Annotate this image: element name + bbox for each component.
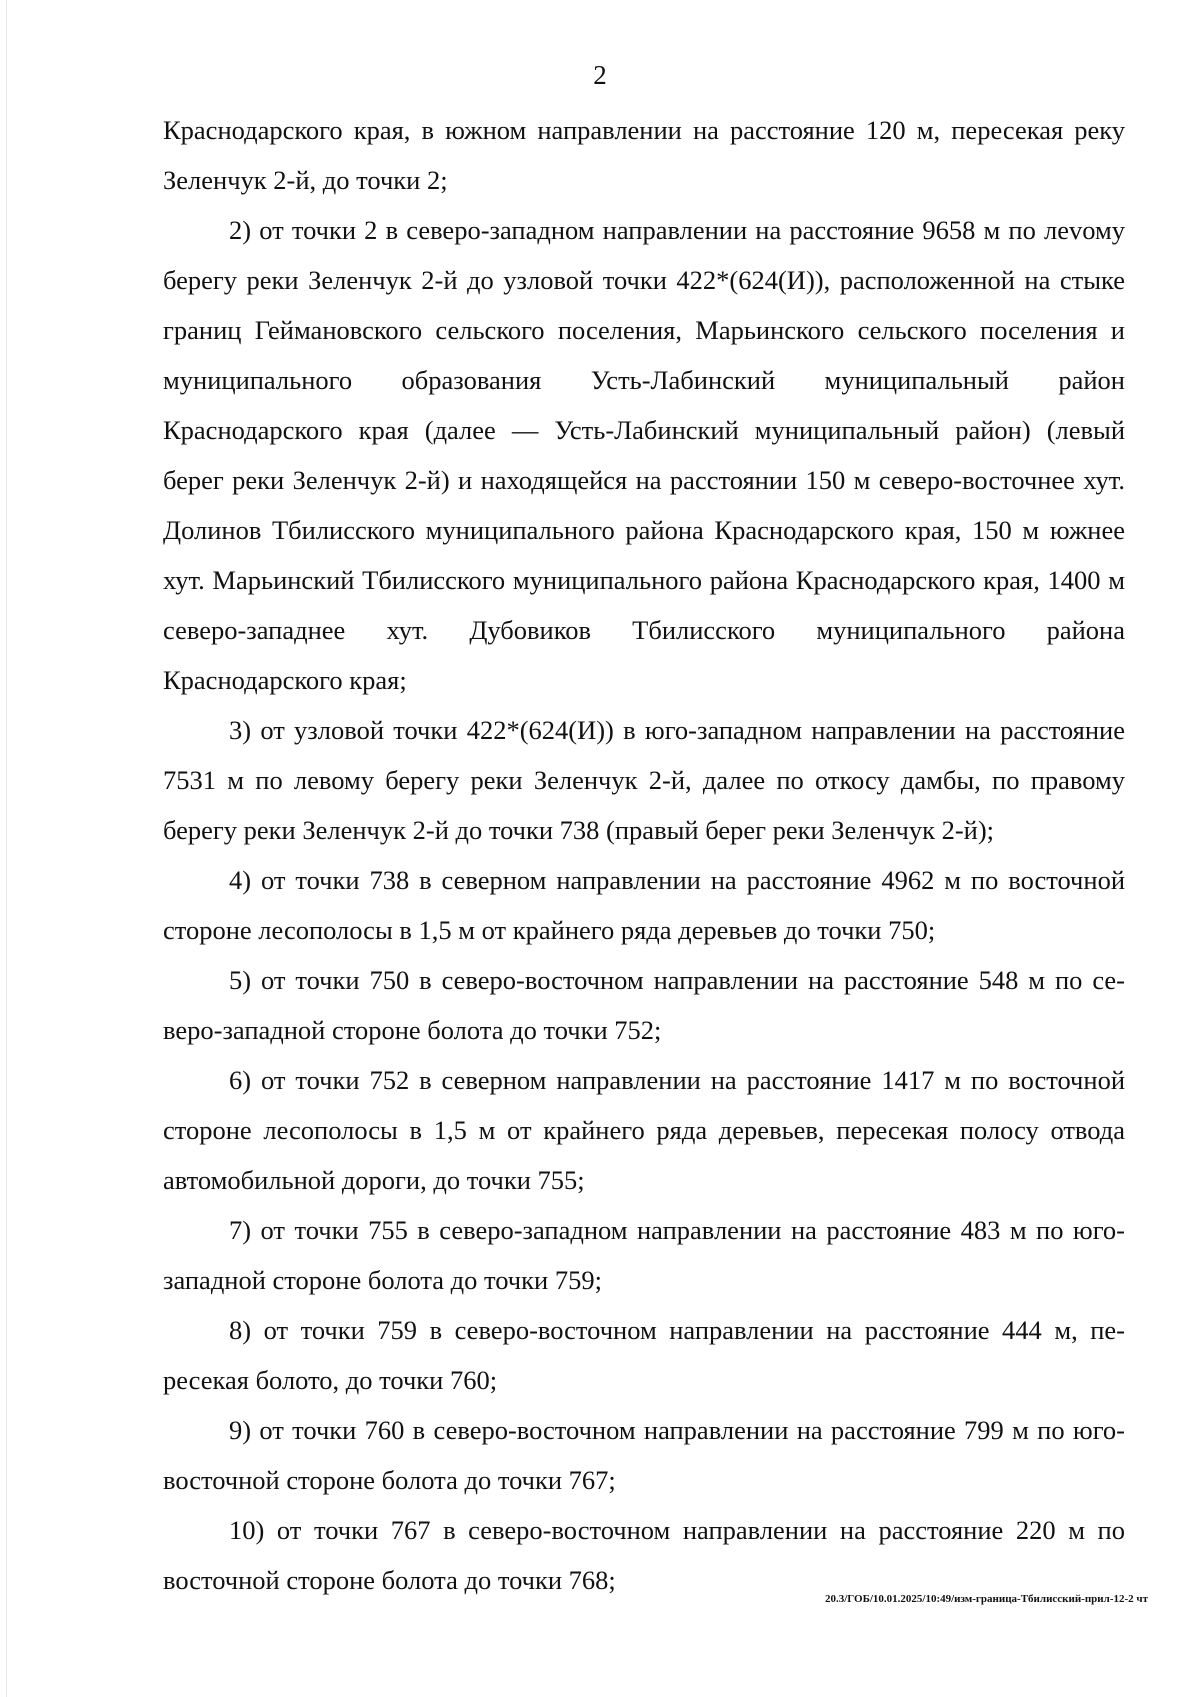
document-body <box>163 105 1125 1605</box>
page-number: 2 <box>593 60 607 90</box>
paragraph-item-10: 10) от точки 767 в северо-восточном направлении на расстояние 220 м по восточной стороне болота до точки 768; <box>163 1515 1125 1595</box>
paragraph-item-7: 7) от точки 755 в северо-западном направлении на расстояние 483 м по юго-западной стороне болота до точки 759; <box>163 1215 1125 1295</box>
paragraph-item-8: 8) от точки 759 в северо-восточном направлении на расстояние 444 м, пересекая болото, до точки 760; <box>163 1315 1125 1395</box>
footer-document-code: 20.3/ГОБ/10.01.2025/10:49/изм-граница-Тбилисский-прил-12-2 чт <box>824 1593 1148 1605</box>
paragraph-item-9: 9) от точки 760 в северо-восточном направлении на расстояние 799 м по юго-восточной стороне болота до точки 767; <box>163 1415 1125 1495</box>
paragraph-item-6: 6) от точки 752 в северном направлении на расстояние 1417 м по восточной стороне лесополосы в 1,5 м от крайнего ряда деревьев, пересекая полосу отвода автомобильной дороги, до точки 755; <box>163 1065 1125 1195</box>
paragraph-item-4: 4) от точки 738 в северном направлении на расстояние 4962 м по восточной стороне лесополосы в 1,5 м от крайнего ряда деревьев до точки 750; <box>163 865 1125 945</box>
paragraph-item-3: 3) от узловой точки 422*(624(И)) в юго-западном направлении на расстояние 7531 м по левому берегу реки Зеленчук 2-й, далее по откосу дамбы, по правому берегу реки Зеленчук 2-й до точки 738 (правый берег реки Зеленчук 2-й); <box>163 715 1125 845</box>
paragraph-item-5: 5) от точки 750 в северо-восточном направлении на расстояние 548 м по северо-западной стороне болота до точки 752; <box>163 965 1125 1045</box>
scan-margin-line <box>6 0 7 1697</box>
paragraph-item-2: 2) от точки 2 в северо-западном направлении на расстояние 9658 м по леvому берегу реки Зеленчук 2-й до узловой точки 422*(624(И)), расположенной на стыке границ Геймановского сельского поселения, Марьинского сельского поселения и муниципального образования Усть-Лабинский муниципальный район Краснодарского края (далее — Усть-Лабинский муниципальный район) (левый берег реки Зеленчук 2-й) и находящейся на расстоянии 150 м северо-восточнее хут. Долинов Тбилисского муниципального района Краснодарского края, 150 м южнее хут. Марьинский Тбилисского муниципального района Краснодарского края, 1400 м северо-западнее хут. Дубовиков Тбилисского муниципального района Краснодарского края; <box>163 215 1125 695</box>
paragraph-continuation: Краснодарского края, в южном направлении на расстояние 120 м, пересекая реку Зеленчук 2-й, до точки 2; <box>163 115 1125 195</box>
